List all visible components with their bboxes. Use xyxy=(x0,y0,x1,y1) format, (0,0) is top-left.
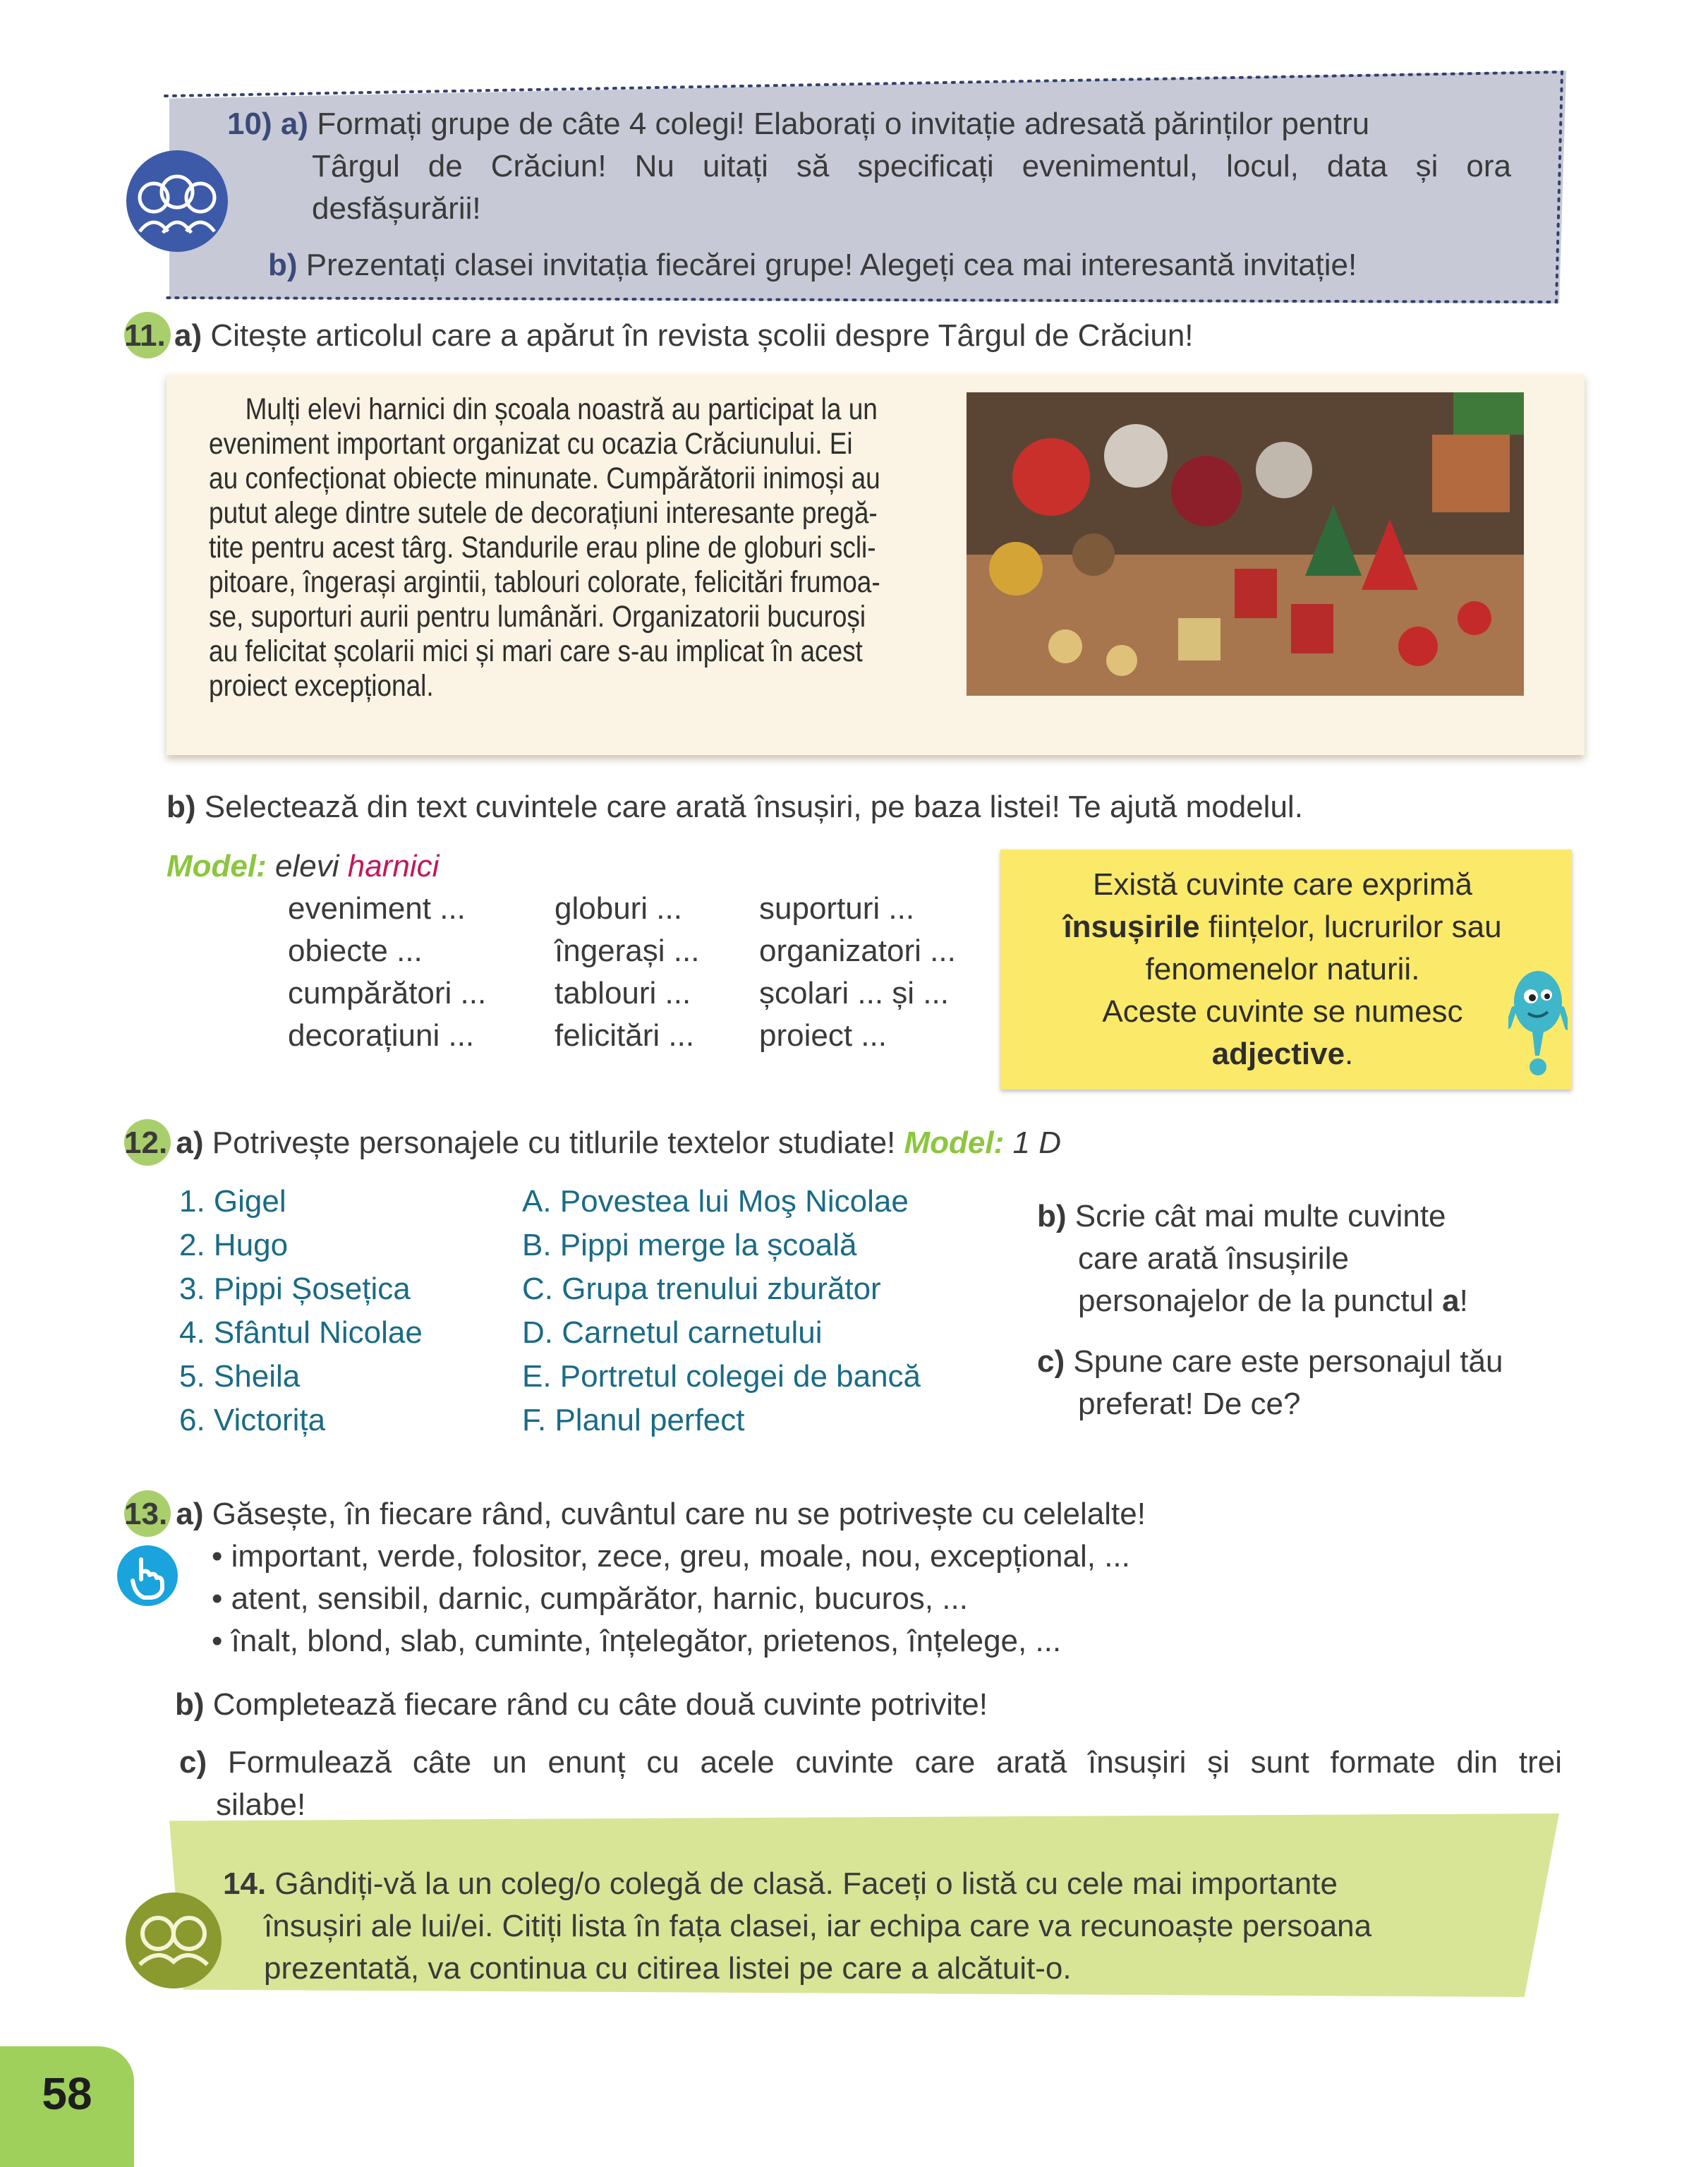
character-item: 1. Gigel xyxy=(179,1184,286,1219)
info-line xyxy=(1000,906,1565,948)
task10-a-line2: Târgul de Crăciun! Nu uitați să specificați evenimentul, locul, data și ora xyxy=(312,149,1511,183)
task13-a xyxy=(124,1493,1465,1535)
task10-number: 10) xyxy=(227,107,272,141)
article-line: pitoare, îngerași argintii, tablouri colorate, felicitări frumoa- xyxy=(209,565,880,599)
article-line: putut alege dintre sutele de decorațiuni interesante pregă- xyxy=(209,496,878,530)
article-line: proiect excepțional. xyxy=(209,669,434,703)
task13-c-line2: silabe! xyxy=(216,1787,306,1822)
task13-c-line1: Formulează câte un enunț cu acele cuvinte care arată însușiri și sunt formate din trei xyxy=(227,1745,1562,1780)
group-work-icon xyxy=(124,148,230,254)
article-line: au felicitat școlarii mici și mari care s-au implicat în acest xyxy=(209,634,863,668)
task12-a xyxy=(124,1122,1465,1164)
nouns-column-3 xyxy=(759,888,956,1057)
task12-b-label: b) xyxy=(1037,1199,1067,1233)
title-item: B. Pippi merge la școală xyxy=(522,1228,857,1262)
info-line-rest: ființelor, lucrurilor sau xyxy=(1199,910,1502,944)
task12-b-line3: personajelor de la punctul xyxy=(1078,1284,1434,1318)
noun-item: organizatori ... xyxy=(759,934,956,968)
task13-b xyxy=(175,1684,1515,1726)
word-row: • atent, sensibil, darnic, cumpărător, harnic, bucuros, ... xyxy=(212,1581,968,1616)
info-line: fenomenelor naturii. xyxy=(1145,952,1420,986)
task11-number: 11. xyxy=(124,318,166,353)
task13-b-text: Completează fiecare rând cu câte două cuvinte potrivite! xyxy=(212,1687,988,1722)
noun-item: felicitări ... xyxy=(555,1018,695,1053)
info-line-rest: . xyxy=(1345,1037,1354,1071)
word-row: • înalt, blond, slab, cuminte, înțelegător, prietenos, înțelege, ... xyxy=(212,1624,1062,1658)
task11-b-label: b) xyxy=(166,790,196,824)
task10-a-line1: Formați grupe de câte 4 colegi! Elaborați o invitație adresată părinților pentru xyxy=(317,107,1370,141)
noun-item: obiecte ... xyxy=(288,934,423,968)
task12-c xyxy=(1037,1341,1573,1425)
task13-b-label: b) xyxy=(175,1687,205,1722)
noun-item: cumpărători ... xyxy=(288,976,487,1010)
task12-b xyxy=(1037,1195,1573,1322)
noun-item: școlari ... și ... xyxy=(759,976,949,1010)
task13-rows xyxy=(212,1535,1130,1662)
noun-item: decorațiuni ... xyxy=(288,1018,475,1053)
task11-model xyxy=(166,845,439,888)
nouns-column-2 xyxy=(555,888,699,1057)
info-line xyxy=(1000,1033,1565,1075)
info-line: Aceste cuvinte se numesc xyxy=(1102,994,1463,1029)
task10-a xyxy=(227,103,1511,145)
task10-b xyxy=(268,244,1538,286)
task12-c-line2: preferat! De ce? xyxy=(1078,1387,1301,1421)
noun-item: proiect ... xyxy=(759,1018,887,1053)
touch-hand-icon xyxy=(116,1544,179,1607)
title-item: A. Povestea lui Moş Nicolae xyxy=(522,1184,909,1219)
task11-a-text: Citește articolul care a apărut în revista școlii despre Târgul de Crăciun! xyxy=(210,318,1194,353)
task11-a xyxy=(124,315,1465,357)
info-bold-term: însușirile xyxy=(1063,910,1200,944)
task12-a-label: a) xyxy=(176,1125,204,1160)
task12-number: 12. xyxy=(124,1125,168,1160)
task12-model-label: Model: xyxy=(904,1125,1005,1160)
article-line: se, suporturi aurii pentru lumânări. Organizatorii bucuroși xyxy=(209,600,866,634)
character-item: 4. Sfântul Nicolae xyxy=(179,1315,423,1350)
model-label: Model: xyxy=(166,849,267,883)
title-item: E. Portretul colegei de bancă xyxy=(522,1359,921,1394)
nouns-column-1 xyxy=(288,888,486,1057)
decorations-illustration xyxy=(967,392,1524,696)
noun-item: globuri ... xyxy=(555,891,682,926)
info-line: Există cuvinte care exprimă xyxy=(1093,867,1472,902)
task14-line2: însușiri ale lui/ei. Citiți lista în fața clasei, iar echipa care va recunoaște persoana xyxy=(264,1909,1372,1943)
characters-list xyxy=(179,1180,423,1442)
task12-model-value: 1 D xyxy=(1012,1125,1061,1160)
word-row: • important, verde, folositor, zece, greu, moale, nou, excepțional, ... xyxy=(212,1539,1130,1574)
title-item: F. Planul perfect xyxy=(522,1403,745,1437)
article-line: au confecționat obiecte minunate. Cumpărătorii inimoși au xyxy=(209,461,880,495)
task11-b xyxy=(166,786,1507,828)
task12-c-line1: Spune care este personajul tău xyxy=(1073,1344,1503,1379)
task13-c xyxy=(179,1742,1562,1784)
task12-b-line3-bold: a xyxy=(1442,1284,1460,1318)
titles-list xyxy=(522,1180,921,1442)
character-item: 6. Victorița xyxy=(179,1403,326,1437)
task10-b-text: Prezentați clasei invitația fiecărei grupe! Alegeți cea mai interesantă invitație! xyxy=(305,248,1357,282)
task12-b-line1: Scrie cât mai multe cuvinte xyxy=(1074,1199,1446,1233)
task12-b-line2: care arată însușirile xyxy=(1078,1241,1349,1276)
task11-a-label: a) xyxy=(174,318,202,353)
article-text xyxy=(209,392,937,704)
article-line: eveniment important organizat cu ocazia Crăciunului. Ei xyxy=(209,427,853,461)
page-number: 58 xyxy=(42,2068,92,2119)
task11-b-text: Selectează din text cuvintele care arată însușiri, pe baza listei! Te ajută modelul. xyxy=(204,790,1303,824)
article-line: tite pentru acest târg. Standurile erau pline de globuri scli- xyxy=(209,531,876,565)
character-item: 5. Sheila xyxy=(179,1359,301,1394)
title-item: C. Grupa trenului zburător xyxy=(522,1272,881,1306)
task13-number: 13. xyxy=(124,1497,168,1531)
mascot-icon xyxy=(1508,967,1568,1078)
info-bold-term: adjective xyxy=(1211,1037,1345,1071)
task14-line1: Gândiți-vă la un coleg/o colegă de clasă. Faceți o listă cu cele mai importante xyxy=(274,1866,1338,1901)
task14-line3: prezentată, va continua cu citirea listei pe care a alcătuit-o. xyxy=(264,1951,1072,1986)
noun-item: suporturi ... xyxy=(759,891,915,926)
task12-b-line3-end: ! xyxy=(1459,1284,1468,1318)
character-item: 2. Hugo xyxy=(179,1228,289,1262)
task13-c-label: c) xyxy=(179,1745,207,1780)
pair-work-icon xyxy=(124,1891,223,1990)
task12-c-label: c) xyxy=(1037,1344,1065,1379)
model-noun: elevi xyxy=(275,849,339,883)
task12-a-text: Potrivește personajele cu titlurile textelor studiate! xyxy=(212,1125,896,1160)
task14-number: 14. xyxy=(223,1866,267,1901)
task10-b-label: b) xyxy=(268,248,298,282)
article-line: Mulți elevi harnici din școala noastră au participat la un xyxy=(245,392,878,426)
noun-item: tablouri ... xyxy=(555,976,691,1010)
task10-a-line3: desfășurării! xyxy=(312,191,481,226)
task13-a-label: a) xyxy=(176,1497,204,1531)
noun-item: eveniment ... xyxy=(288,891,466,926)
model-adjective: harnici xyxy=(347,849,440,883)
noun-item: îngerași ... xyxy=(555,934,700,968)
task14-text xyxy=(223,1863,1535,1990)
task10-a-label: a) xyxy=(280,107,308,141)
character-item: 3. Pippi Șosețica xyxy=(179,1272,411,1306)
task13-a-text: Găsește, în fiecare rând, cuvântul care nu se potrivește cu celelalte! xyxy=(212,1497,1146,1531)
grammar-info-text xyxy=(1000,864,1565,1075)
title-item: D. Carnetul carnetului xyxy=(522,1315,823,1350)
task12-b-line3-wrap xyxy=(1037,1280,1573,1322)
christmas-fair-photo xyxy=(967,392,1524,696)
